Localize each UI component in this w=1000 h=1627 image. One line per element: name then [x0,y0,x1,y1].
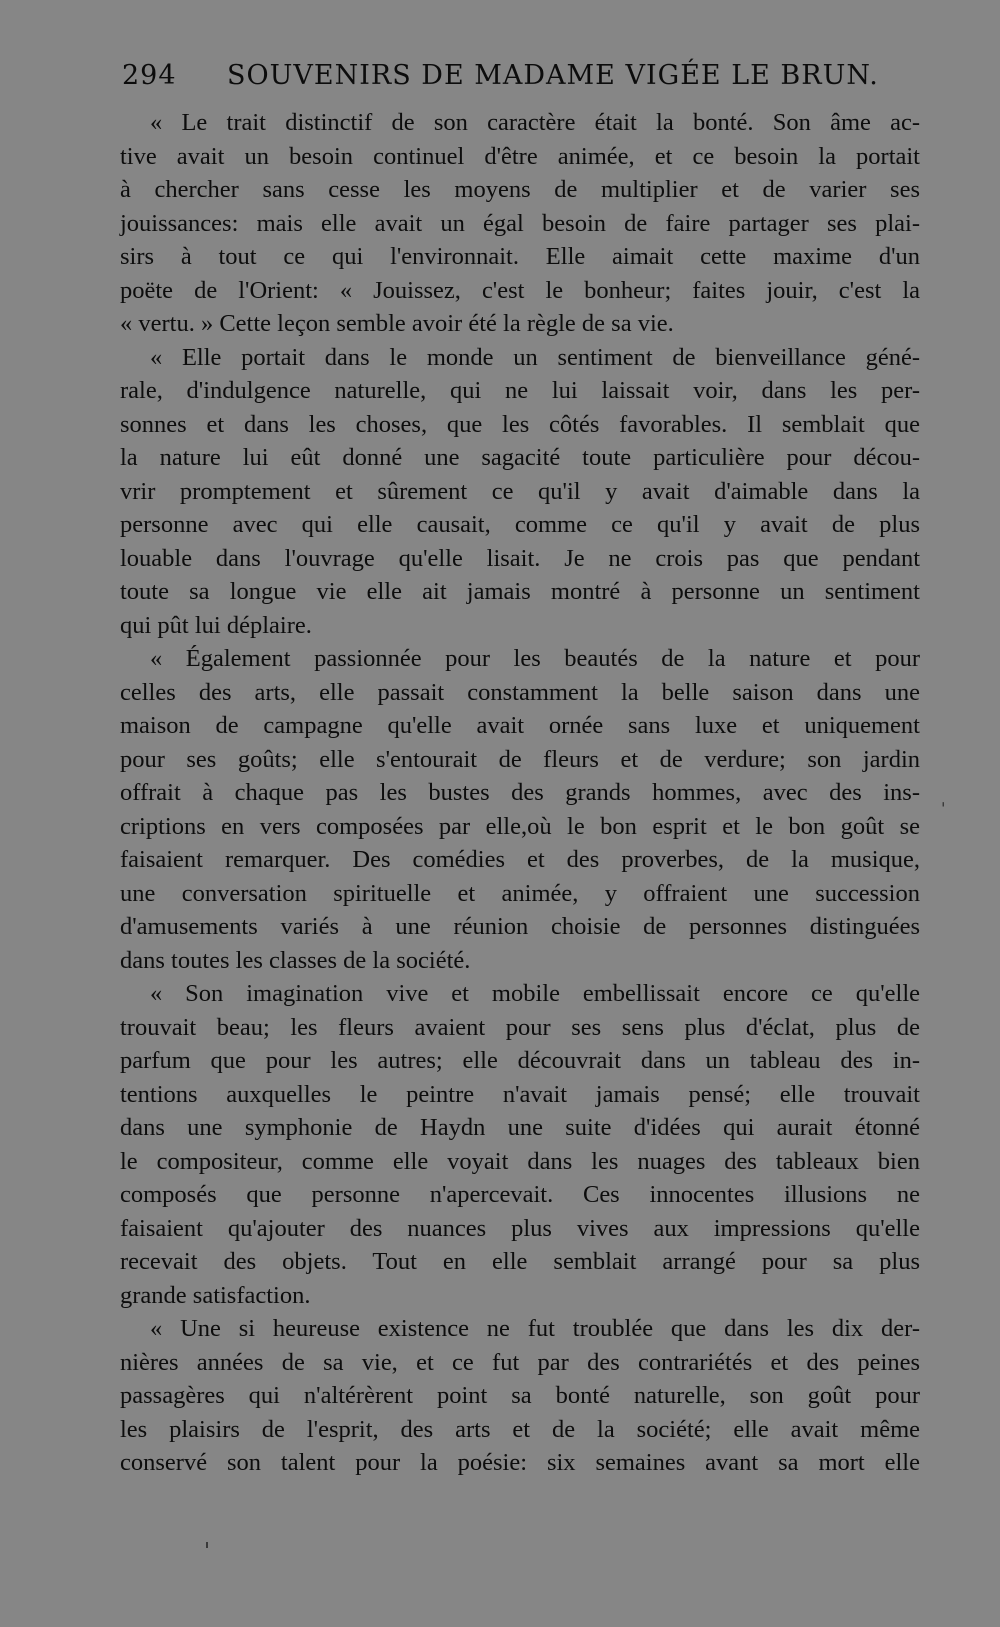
text-line: tentions auxquelles le peintre n'avait jamais pensé; elle trouvait [120,1080,920,1108]
text-line: faisaient qu'ajouter des nuances plus vives aux impressions qu'elle [120,1214,920,1242]
paragraph [120,642,920,977]
body-text [120,106,920,1480]
text-line: « Elle portait dans le monde un sentiment de bienveillance géné- [150,343,920,371]
paragraph [120,1312,920,1480]
text-line: sonnes et dans les choses, que les côtés favorables. Il semblait que [120,410,920,438]
text-line: « Également passionnée pour les beautés de la nature et pour [150,645,920,672]
text-line: louable dans l'ouvrage qu'elle lisait. Je ne crois pas que pendant [120,544,920,572]
running-header [122,60,879,100]
margin-mark: ˌ [941,789,946,808]
text-line: une conversation spirituelle et animée, y offraient une succession [120,879,920,907]
text-line: « Le trait distinctif de son caractère était la bonté. Son âme ac- [150,109,920,136]
text-line: recevait des objets. Tout en elle semblait arrangé pour sa plus [120,1248,920,1275]
text-line: qui pût lui déplaire. [120,611,312,639]
text-line: pour ses goûts; elle s'entourait de fleurs et de verdure; son jardin [120,745,920,773]
text-line: d'amusements variés à une réunion choisie de personnes distinguées [120,913,920,940]
text-line: maison de campagne qu'elle avait ornée sans luxe et uniquement [120,712,920,739]
text-line: le compositeur, comme elle voyait dans les nuages des tableaux bien [120,1147,920,1175]
text-line: « Son imagination vive et mobile embellissait encore ce qu'elle [150,980,920,1007]
text-line: à chercher sans cesse les moyens de multiplier et de varier ses [120,176,920,203]
text-line: offrait à chaque pas les bustes des grands hommes, avec des ins- [120,779,920,806]
paragraph [120,106,920,341]
text-line: faisaient remarquer. Des comédies et des proverbes, de la musique, [120,846,920,873]
text-line: criptions en vers composées par elle,où le bon esprit et le bon goût se [120,812,920,840]
text-line: composés que personne n'apercevait. Ces innocentes illusions ne [120,1181,920,1208]
page-number: 294 [122,60,177,91]
text-line: « vertu. » Cette leçon semble avoir été la règle de sa vie. [120,310,674,337]
text-line: conservé son talent pour la poésie: six semaines avant sa mort elle [120,1449,920,1476]
paragraph [120,977,920,1312]
text-line: dans toutes les classes de la société. [120,946,471,974]
text-line: trouvait beau; les fleurs avaient pour ses sens plus d'éclat, plus de [120,1013,920,1041]
running-title: SOUVENIRS DE MADAME VIGÉE LE BRUN. [227,60,879,91]
text-line: personne avec qui elle causait, comme ce qu'il y avait de plus [120,511,920,538]
text-line: toute sa longue vie elle ait jamais montré à personne un sentiment [120,578,920,605]
text-line: les plaisirs de l'esprit, des arts et de la société; elle avait même [120,1415,920,1443]
text-line: la nature lui eût donné une sagacité toute particulière pour décou- [120,444,920,471]
page-speck [206,1542,208,1548]
text-line: jouissances: mais elle avait un égal besoin de faire partager ses plai- [120,209,920,237]
text-line: parfum que pour les autres; elle découvrait dans un tableau des in- [120,1047,920,1074]
text-line: passagères qui n'altérèrent point sa bonté naturelle, son goût pour [120,1382,920,1409]
text-line: tive avait un besoin continuel d'être animée, et ce besoin la portait [120,142,920,170]
text-line: celles des arts, elle passait constamment la belle saison dans une [120,678,920,706]
text-line: nières années de sa vie, et ce fut par des contrariétés et des peines [120,1348,920,1376]
text-line: dans une symphonie de Haydn une suite d'idées qui aurait étonné [120,1114,920,1141]
text-line: grande satisfaction. [120,1281,311,1309]
text-line: « Une si heureuse existence ne fut troublée que dans les dix der- [150,1315,920,1342]
paragraph [120,341,920,643]
text-line: poëte de l'Orient: « Jouissez, c'est le bonheur; faites jouir, c'est la [120,276,920,304]
text-line: sirs à tout ce qui l'environnait. Elle aimait cette maxime d'un [120,243,920,270]
text-line: rale, d'indulgence naturelle, qui ne lui laissait voir, dans les per- [120,377,920,404]
text-line: vrir promptement et sûrement ce qu'il y avait d'aimable dans la [120,477,920,505]
